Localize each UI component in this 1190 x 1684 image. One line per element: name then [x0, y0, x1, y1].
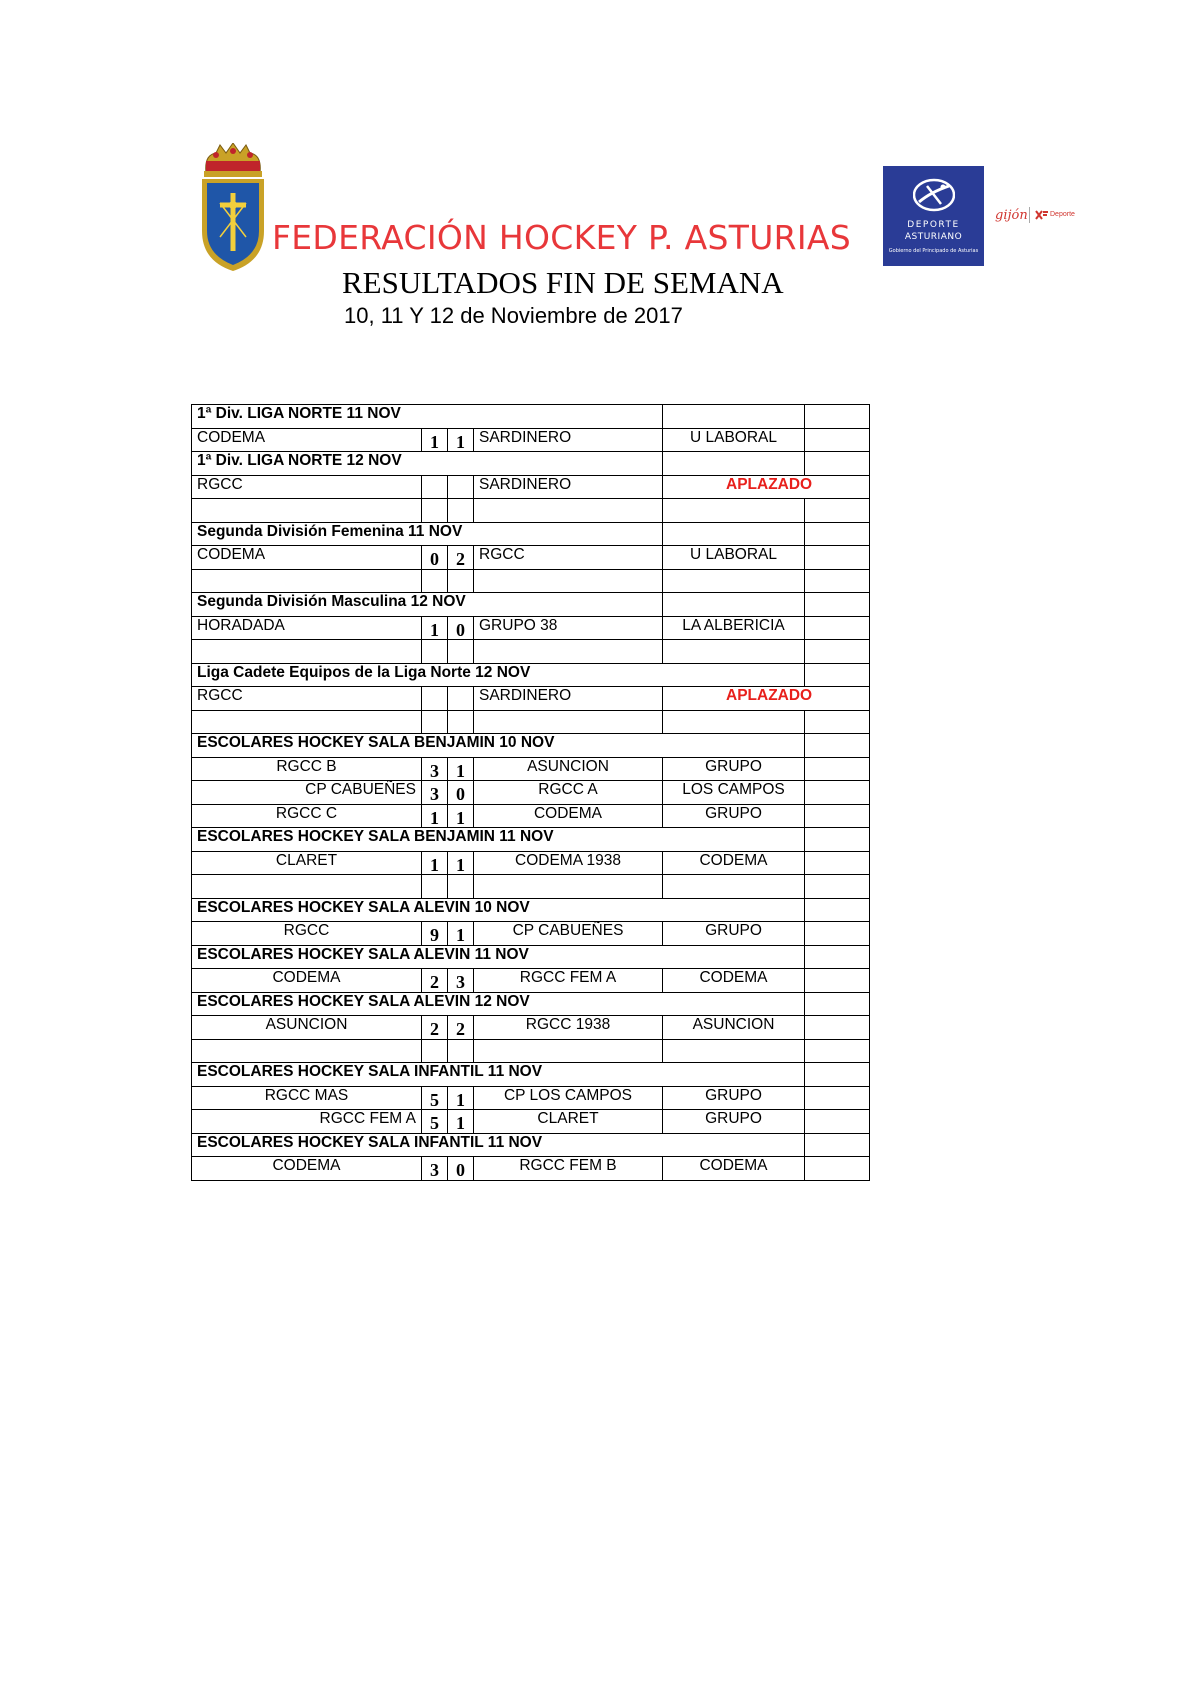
competition-title: ESCOLARES HOCKEY SALA BENJAMIN 11 NOV — [192, 828, 805, 852]
empty-cell — [474, 710, 663, 734]
empty-cell — [805, 428, 870, 452]
empty-cell — [805, 1086, 870, 1110]
home-score: 5 — [422, 1110, 448, 1134]
empty-cell — [192, 1039, 422, 1063]
competition-header-row — [192, 945, 870, 969]
venue: GRUPO — [663, 757, 805, 781]
deporte-line1: DEPORTE — [907, 220, 960, 230]
empty-cell — [422, 569, 448, 593]
empty-cell — [663, 640, 805, 664]
match-row — [192, 851, 870, 875]
competition-title: ESCOLARES HOCKEY SALA BENJAMIN 10 NOV — [192, 734, 805, 758]
home-score: 3 — [422, 781, 448, 805]
competition-title: ESCOLARES HOCKEY SALA INFANTIL 11 NOV — [192, 1063, 805, 1087]
competition-header-row — [192, 898, 870, 922]
gijon-logo-text: gijón — [995, 208, 1028, 223]
home-score: 3 — [422, 1157, 448, 1181]
competition-title: ESCOLARES HOCKEY SALA ALEVIN 12 NOV — [192, 992, 805, 1016]
empty-cell — [422, 499, 448, 523]
home-score: 3 — [422, 757, 448, 781]
empty-cell — [805, 1110, 870, 1134]
results-table — [191, 404, 870, 1181]
match-row — [192, 969, 870, 993]
away-team: RGCC A — [474, 781, 663, 805]
venue: GRUPO — [663, 1110, 805, 1134]
empty-cell — [422, 1039, 448, 1063]
home-score: 9 — [422, 922, 448, 946]
home-score: 1 — [422, 616, 448, 640]
competition-header-row — [192, 452, 870, 476]
gijon-deporte-text: Deporte — [1050, 211, 1075, 218]
away-team: CODEMA 1938 — [474, 851, 663, 875]
empty-cell — [805, 710, 870, 734]
empty-cell — [663, 522, 805, 546]
venue: U LABORAL — [663, 546, 805, 570]
venue: GRUPO — [663, 1086, 805, 1110]
away-score: 1 — [448, 757, 474, 781]
empty-cell — [805, 499, 870, 523]
match-row — [192, 757, 870, 781]
empty-cell — [192, 569, 422, 593]
home-score: 1 — [422, 804, 448, 828]
home-team: CP CABUEÑES — [192, 781, 422, 805]
away-team: RGCC FEM B — [474, 1157, 663, 1181]
deporte-line3: Gobierno del Principado de Asturias — [888, 248, 979, 254]
home-team: RGCC B — [192, 757, 422, 781]
competition-header-row — [192, 992, 870, 1016]
empty-cell — [663, 875, 805, 899]
home-team: HORADADA — [192, 616, 422, 640]
away-score: 3 — [448, 969, 474, 993]
match-row — [192, 804, 870, 828]
empty-cell — [805, 405, 870, 429]
home-score: 0 — [422, 546, 448, 570]
empty-cell — [448, 569, 474, 593]
home-score — [422, 475, 448, 499]
empty-cell — [805, 898, 870, 922]
home-team: CODEMA — [192, 1157, 422, 1181]
match-row — [192, 1110, 870, 1134]
match-row — [192, 687, 870, 711]
home-score: 1 — [422, 428, 448, 452]
empty-cell — [805, 663, 870, 687]
competition-title: Segunda División Masculina 12 NOV — [192, 593, 663, 617]
away-score: 1 — [448, 804, 474, 828]
match-row — [192, 1086, 870, 1110]
away-team: SARDINERO — [474, 428, 663, 452]
empty-cell — [474, 499, 663, 523]
away-score: 0 — [448, 781, 474, 805]
empty-cell — [805, 452, 870, 476]
empty-cell — [805, 781, 870, 805]
venue: GRUPO — [663, 804, 805, 828]
competition-title: ESCOLARES HOCKEY SALA ALEVIN 11 NOV — [192, 945, 805, 969]
match-row — [192, 428, 870, 452]
competition-header-row — [192, 663, 870, 687]
empty-cell — [805, 1157, 870, 1181]
competition-title: 1ª Div. LIGA NORTE 12 NOV — [192, 452, 663, 476]
empty-cell — [192, 499, 422, 523]
home-team: RGCC — [192, 687, 422, 711]
away-team: SARDINERO — [474, 475, 663, 499]
empty-cell — [663, 569, 805, 593]
away-team: GRUPO 38 — [474, 616, 663, 640]
empty-cell — [474, 875, 663, 899]
competition-header-row — [192, 405, 870, 429]
empty-cell — [805, 851, 870, 875]
competition-header-row — [192, 734, 870, 758]
venue: U LABORAL — [663, 428, 805, 452]
away-score: 1 — [448, 428, 474, 452]
runner-icon — [913, 178, 955, 212]
empty-cell — [448, 1039, 474, 1063]
competition-header-row — [192, 522, 870, 546]
competition-header-row — [192, 1133, 870, 1157]
empty-cell — [663, 593, 805, 617]
empty-cell — [805, 804, 870, 828]
competition-title: ESCOLARES HOCKEY SALA INFANTIL 11 NOV — [192, 1133, 805, 1157]
venue: CODEMA — [663, 1157, 805, 1181]
match-row — [192, 922, 870, 946]
empty-row — [192, 1039, 870, 1063]
home-score: 1 — [422, 851, 448, 875]
gijon-logo-divider — [1029, 207, 1030, 223]
empty-cell — [805, 757, 870, 781]
empty-cell — [663, 499, 805, 523]
away-team: RGCC FEM A — [474, 969, 663, 993]
away-team: CP LOS CAMPOS — [474, 1086, 663, 1110]
away-score: 1 — [448, 851, 474, 875]
empty-row — [192, 710, 870, 734]
home-score: 2 — [422, 1016, 448, 1040]
federation-title: FEDERACIÓN HOCKEY P. ASTURIAS — [272, 218, 852, 257]
empty-cell — [805, 616, 870, 640]
away-score: 1 — [448, 1110, 474, 1134]
away-team: SARDINERO — [474, 687, 663, 711]
away-team: CLARET — [474, 1110, 663, 1134]
competition-title: 1ª Div. LIGA NORTE 11 NOV — [192, 405, 663, 429]
empty-cell — [448, 499, 474, 523]
match-row — [192, 475, 870, 499]
empty-cell — [192, 875, 422, 899]
asturias-coat-of-arms-logo — [196, 143, 270, 273]
competition-title: Segunda División Femenina 11 NOV — [192, 522, 663, 546]
empty-cell — [448, 710, 474, 734]
match-status: APLAZADO — [663, 475, 870, 499]
empty-cell — [192, 710, 422, 734]
empty-cell — [663, 710, 805, 734]
empty-cell — [805, 546, 870, 570]
deporte-asturiano-logo — [883, 166, 984, 266]
empty-cell — [422, 640, 448, 664]
away-score: 2 — [448, 546, 474, 570]
page-subtitle: RESULTADOS FIN DE SEMANA — [342, 265, 784, 300]
empty-cell — [805, 992, 870, 1016]
home-team: RGCC — [192, 922, 422, 946]
match-row — [192, 616, 870, 640]
home-team: CLARET — [192, 851, 422, 875]
empty-row — [192, 640, 870, 664]
empty-cell — [805, 828, 870, 852]
home-team: RGCC — [192, 475, 422, 499]
empty-row — [192, 875, 870, 899]
competition-header-row — [192, 593, 870, 617]
venue: LA ALBERICIA — [663, 616, 805, 640]
match-status: APLAZADO — [663, 687, 870, 711]
home-team: RGCC C — [192, 804, 422, 828]
match-row — [192, 1157, 870, 1181]
empty-row — [192, 499, 870, 523]
empty-cell — [422, 710, 448, 734]
empty-cell — [448, 640, 474, 664]
competition-header-row — [192, 828, 870, 852]
away-score: 1 — [448, 922, 474, 946]
empty-cell — [805, 945, 870, 969]
empty-cell — [805, 1039, 870, 1063]
empty-cell — [805, 522, 870, 546]
match-row — [192, 781, 870, 805]
empty-cell — [474, 1039, 663, 1063]
competition-title: Liga Cadete Equipos de la Liga Norte 12 NOV — [192, 663, 805, 687]
empty-cell — [474, 569, 663, 593]
away-score: 2 — [448, 1016, 474, 1040]
home-score: 5 — [422, 1086, 448, 1110]
empty-cell — [192, 640, 422, 664]
home-team: ASUNCION — [192, 1016, 422, 1040]
away-team: RGCC 1938 — [474, 1016, 663, 1040]
empty-cell — [474, 640, 663, 664]
empty-cell — [805, 922, 870, 946]
match-row — [192, 1016, 870, 1040]
empty-cell — [805, 593, 870, 617]
home-team: CODEMA — [192, 969, 422, 993]
empty-cell — [805, 1133, 870, 1157]
away-score: 1 — [448, 1086, 474, 1110]
competition-title: ESCOLARES HOCKEY SALA ALEVIN 10 NOV — [192, 898, 805, 922]
away-team: CODEMA — [474, 804, 663, 828]
deporte-line2: ASTURIANO — [904, 232, 963, 242]
away-team: CP CABUEÑES — [474, 922, 663, 946]
gijon-deporte-icon — [1035, 209, 1049, 221]
empty-cell — [422, 875, 448, 899]
venue: CODEMA — [663, 969, 805, 993]
empty-cell — [805, 640, 870, 664]
empty-cell — [448, 875, 474, 899]
empty-cell — [805, 569, 870, 593]
home-team: RGCC MAS — [192, 1086, 422, 1110]
venue: LOS CAMPOS — [663, 781, 805, 805]
home-team: CODEMA — [192, 428, 422, 452]
empty-cell — [663, 405, 805, 429]
venue: GRUPO — [663, 922, 805, 946]
empty-cell — [805, 734, 870, 758]
home-team: RGCC FEM A — [192, 1110, 422, 1134]
empty-cell — [805, 1063, 870, 1087]
venue: CODEMA — [663, 851, 805, 875]
empty-cell — [805, 875, 870, 899]
empty-cell — [663, 1039, 805, 1063]
competition-header-row — [192, 1063, 870, 1087]
empty-cell — [805, 969, 870, 993]
away-score: 0 — [448, 1157, 474, 1181]
empty-cell — [805, 1016, 870, 1040]
venue: ASUNCION — [663, 1016, 805, 1040]
home-score: 2 — [422, 969, 448, 993]
date-range: 10, 11 Y 12 de Noviembre de 2017 — [344, 303, 683, 328]
match-row — [192, 546, 870, 570]
away-score — [448, 687, 474, 711]
away-score — [448, 475, 474, 499]
away-team: ASUNCION — [474, 757, 663, 781]
away-team: RGCC — [474, 546, 663, 570]
empty-row — [192, 569, 870, 593]
home-team: CODEMA — [192, 546, 422, 570]
empty-cell — [663, 452, 805, 476]
away-score: 0 — [448, 616, 474, 640]
home-score — [422, 687, 448, 711]
